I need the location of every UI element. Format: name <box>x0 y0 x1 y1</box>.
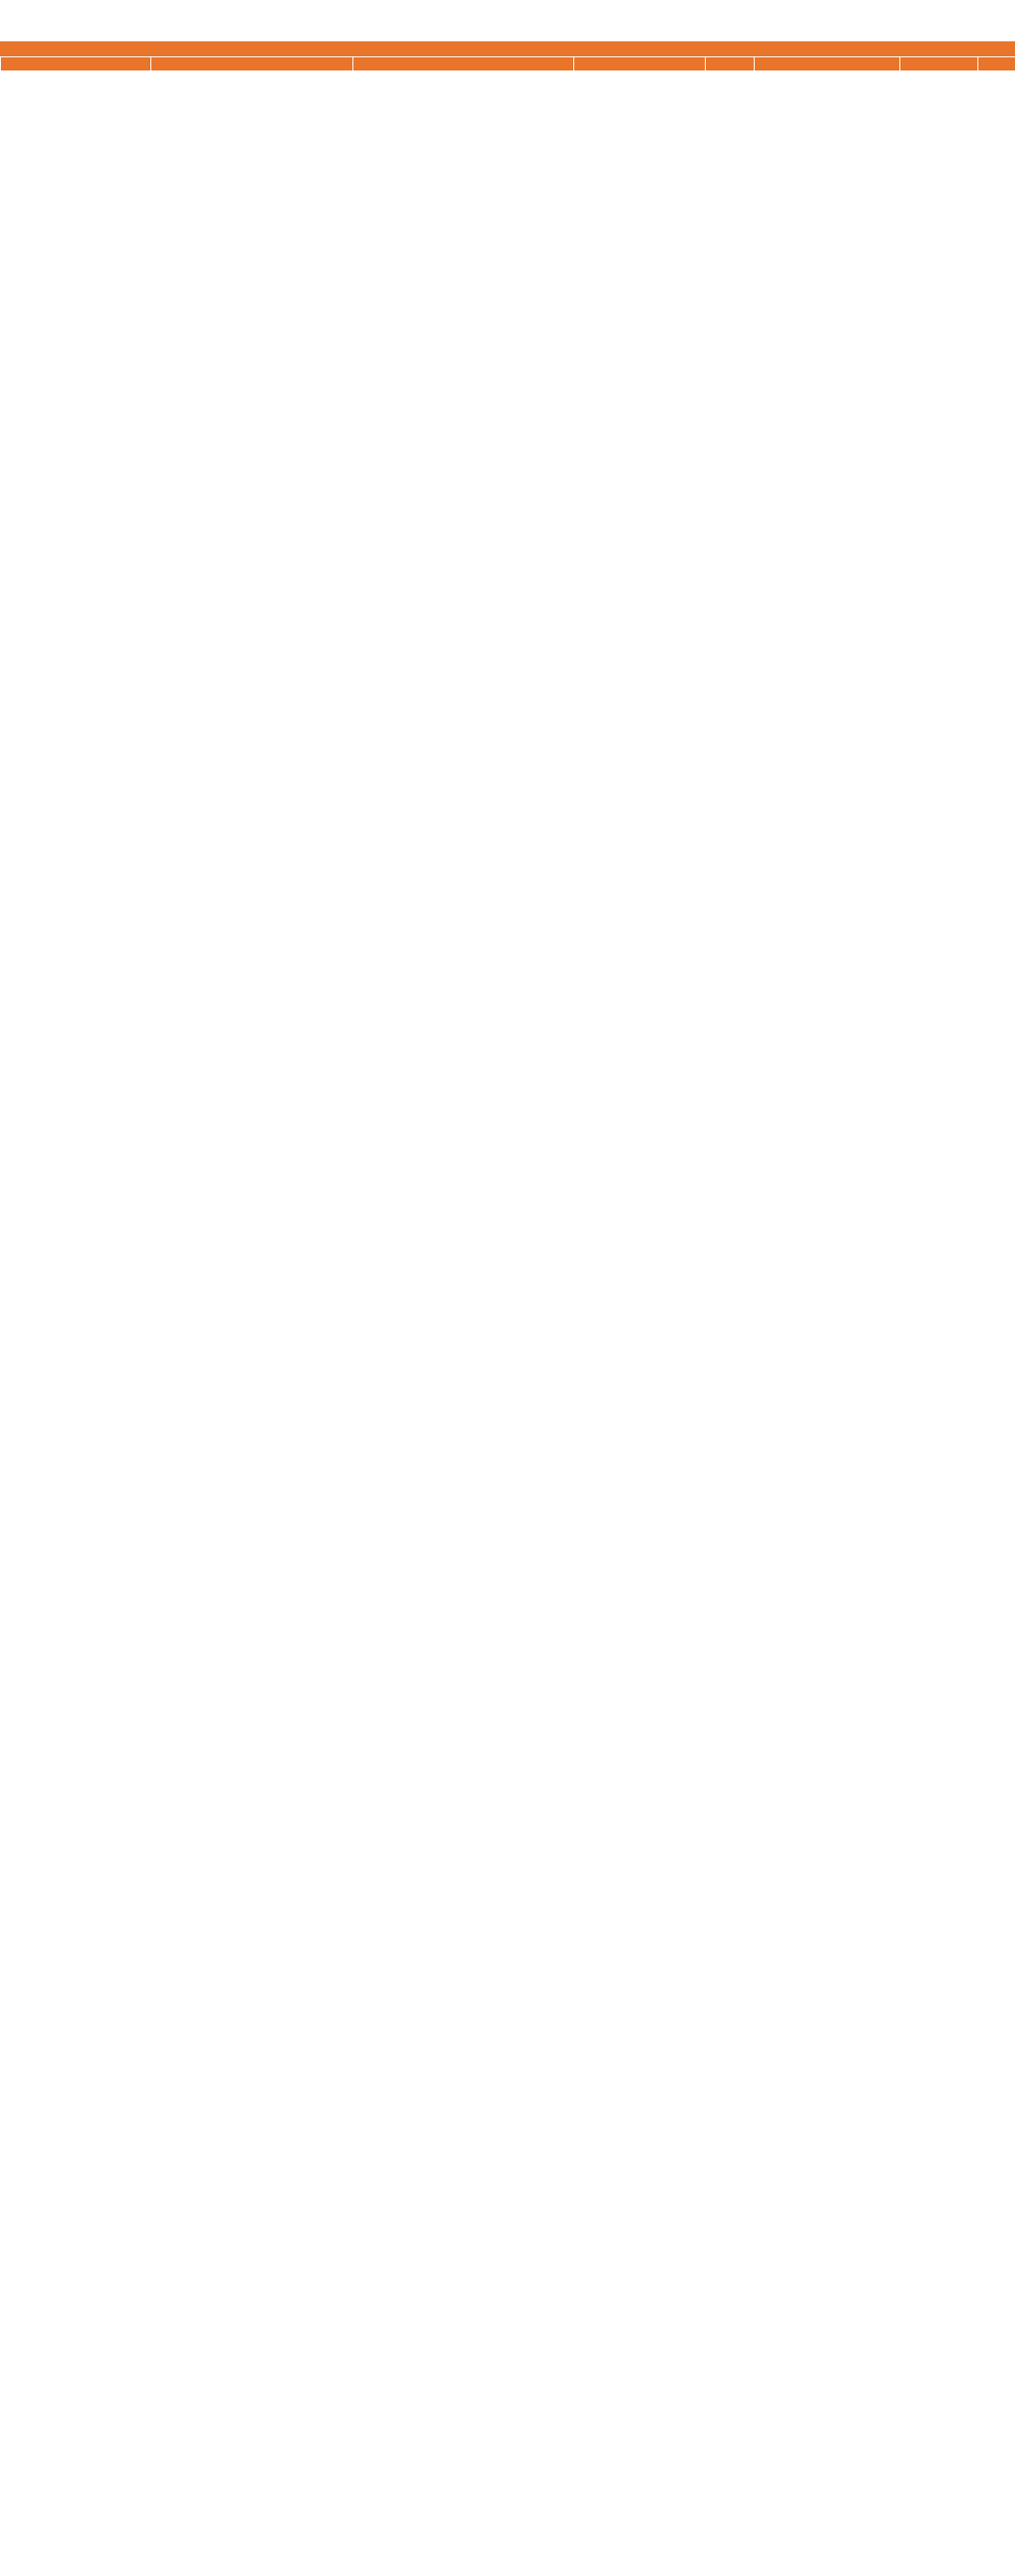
header-defendant <box>353 57 574 71</box>
header-court <box>706 57 755 71</box>
header-case-number <box>1 57 151 71</box>
header-cause <box>574 57 706 71</box>
schedule-subtitle <box>0 41 1015 56</box>
header-plaintiff <box>151 57 353 71</box>
title-banner <box>0 0 1015 41</box>
header-hearing-time <box>900 57 978 71</box>
table-header-row <box>1 57 1015 71</box>
header-department <box>755 57 900 71</box>
hearing-schedule-table <box>0 56 1015 71</box>
header-judge <box>978 57 1015 71</box>
